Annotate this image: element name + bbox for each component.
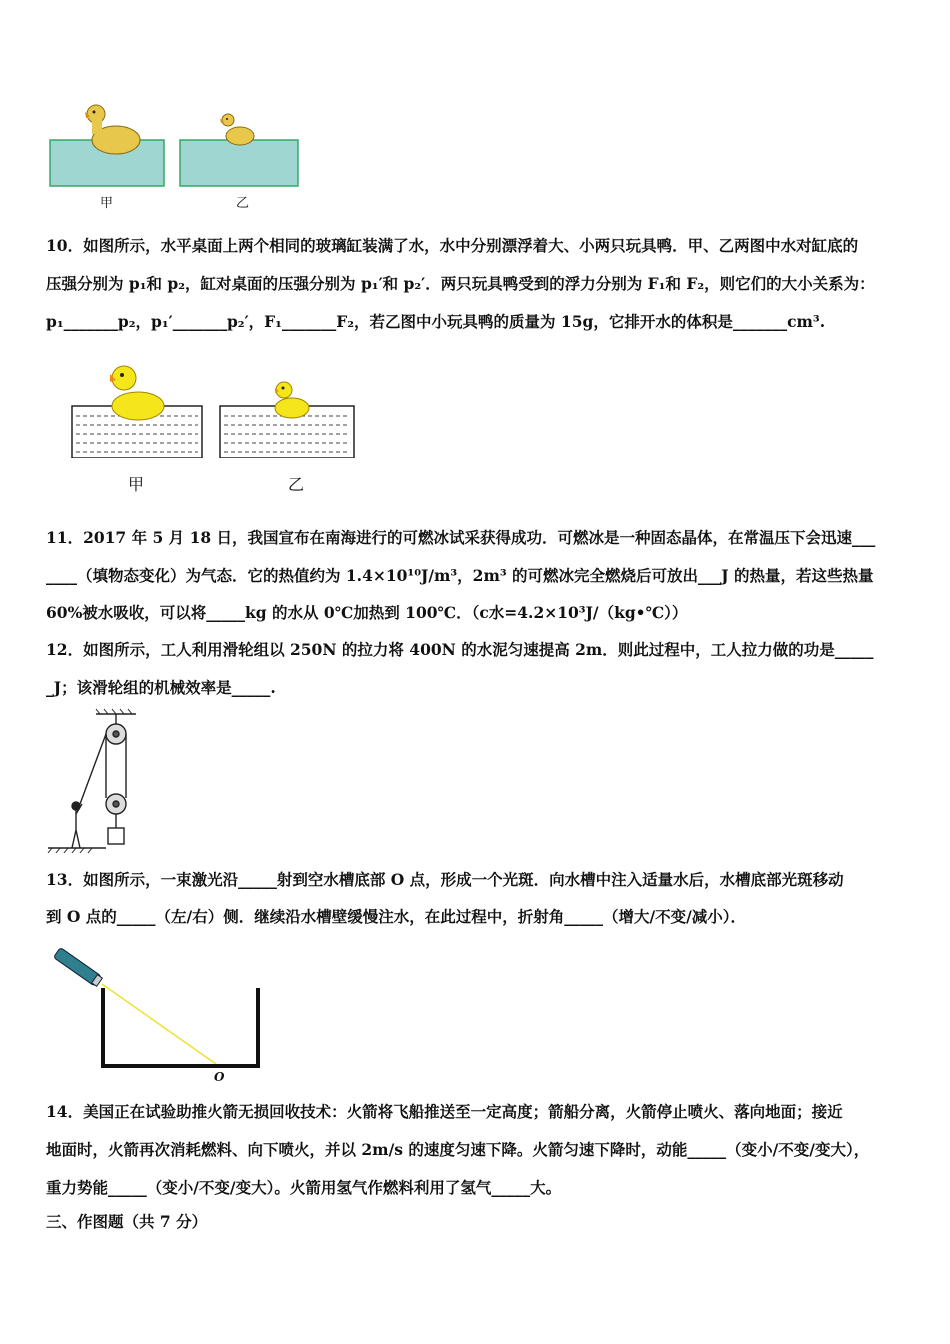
- point-o-label: O: [214, 1070, 225, 1084]
- q13-line-2: 到 O 点的_____（左/右）侧．继续沿水槽壁缓慢注水，在此过程中，折射角_____（增大/不变/减小）．: [46, 907, 747, 926]
- figure-top-ducks: [44, 98, 314, 216]
- q10-line-1: 10．如图所示，水平桌面上两个相同的玻璃缸装满了水，水中分别漂浮着大、小两只玩具鸭．甲、乙两图中水对缸底的: [46, 236, 859, 255]
- laser-pointer-icon: [53, 948, 102, 988]
- worker-icon: [72, 802, 82, 848]
- q14-line-2: 地面时，火箭再次消耗燃料、向下喷火，并以 2m/s 的速度匀速下降。火箭匀速下降时，动能_____（变小/不变/变大），: [46, 1140, 870, 1159]
- q10-line-2: 压强分别为 p₁和 p₂，缸对桌面的压强分别为 p₁′和 p₂′．两只玩具鸭受到的浮力分别为 F₁和 F₂，则它们的大小关系为：: [46, 274, 875, 293]
- fig-top-label-left: 甲: [100, 196, 114, 211]
- q11-line-2: ____（填物态变化）为气态．它的热值约为 1.4×10¹⁰J/m³，2m³ 的可燃冰完全燃烧后可放出___J 的热量，若这些热量: [46, 566, 874, 585]
- figure-top-ducks-svg: [44, 98, 314, 216]
- q14-line-1: 14．美国正在试验助推火箭无损回收技术：火箭将飞船推送至一定高度；箭船分离，火箭停止喷火、落向地面；接近: [46, 1102, 843, 1121]
- q11-line-3: 60%被水吸收，可以将_____kg 的水从 0℃加热到 100℃．（c水=4.2×10³J/（kg•℃））: [46, 603, 688, 622]
- q10-fig-label-right: 乙: [288, 475, 305, 494]
- cement-block: [108, 828, 124, 844]
- q12-line-2: _J；该滑轮组的机械效率是_____.: [46, 678, 276, 697]
- figure-q12-pulley: [46, 708, 146, 858]
- section-3-title: 三、作图题（共 7 分）: [46, 1212, 208, 1231]
- q10-small-duck-icon: [275, 382, 309, 418]
- figure-q10-svg: [68, 358, 368, 458]
- figure-q12-svg: [46, 708, 146, 858]
- tank-right: [180, 140, 298, 186]
- laser-beam: [102, 984, 216, 1064]
- water-tank: [103, 988, 258, 1066]
- figure-q13-laser: [46, 942, 276, 1092]
- figure-q10-ducks: [68, 358, 368, 493]
- q10-big-duck-icon: [110, 366, 164, 420]
- q12-line-1: 12．如图所示，工人利用滑轮组以 250N 的拉力将 400N 的水泥匀速提高 2m．则此过程中，工人拉力做的功是_____: [46, 640, 874, 659]
- q14-line-3: 重力势能_____（变小/不变/变大）。火箭用氢气作燃料利用了氢气_____大。: [46, 1178, 562, 1197]
- q10-fig-label-left: 甲: [128, 475, 145, 494]
- figure-q13-svg: [46, 942, 276, 1082]
- q13-line-1: 13．如图所示，一束激光沿_____射到空水槽底部 O 点，形成一个光斑．向水槽中注入适量水后，水槽底部光斑移动: [46, 870, 844, 889]
- q10-line-3: p₁_______p₂，p₁′_______p₂′，F₁_______F₂，若乙图中小玩具鸭的质量为 15g，它排开水的体积是_______cm³.: [46, 312, 826, 331]
- fig-top-label-right: 乙: [236, 196, 250, 211]
- q11-line-1: 11．2017 年 5 月 18 日，我国宣布在南海进行的可燃冰试采获得成功．可燃冰是一种固态晶体，在常温压下会迅速___: [46, 528, 876, 547]
